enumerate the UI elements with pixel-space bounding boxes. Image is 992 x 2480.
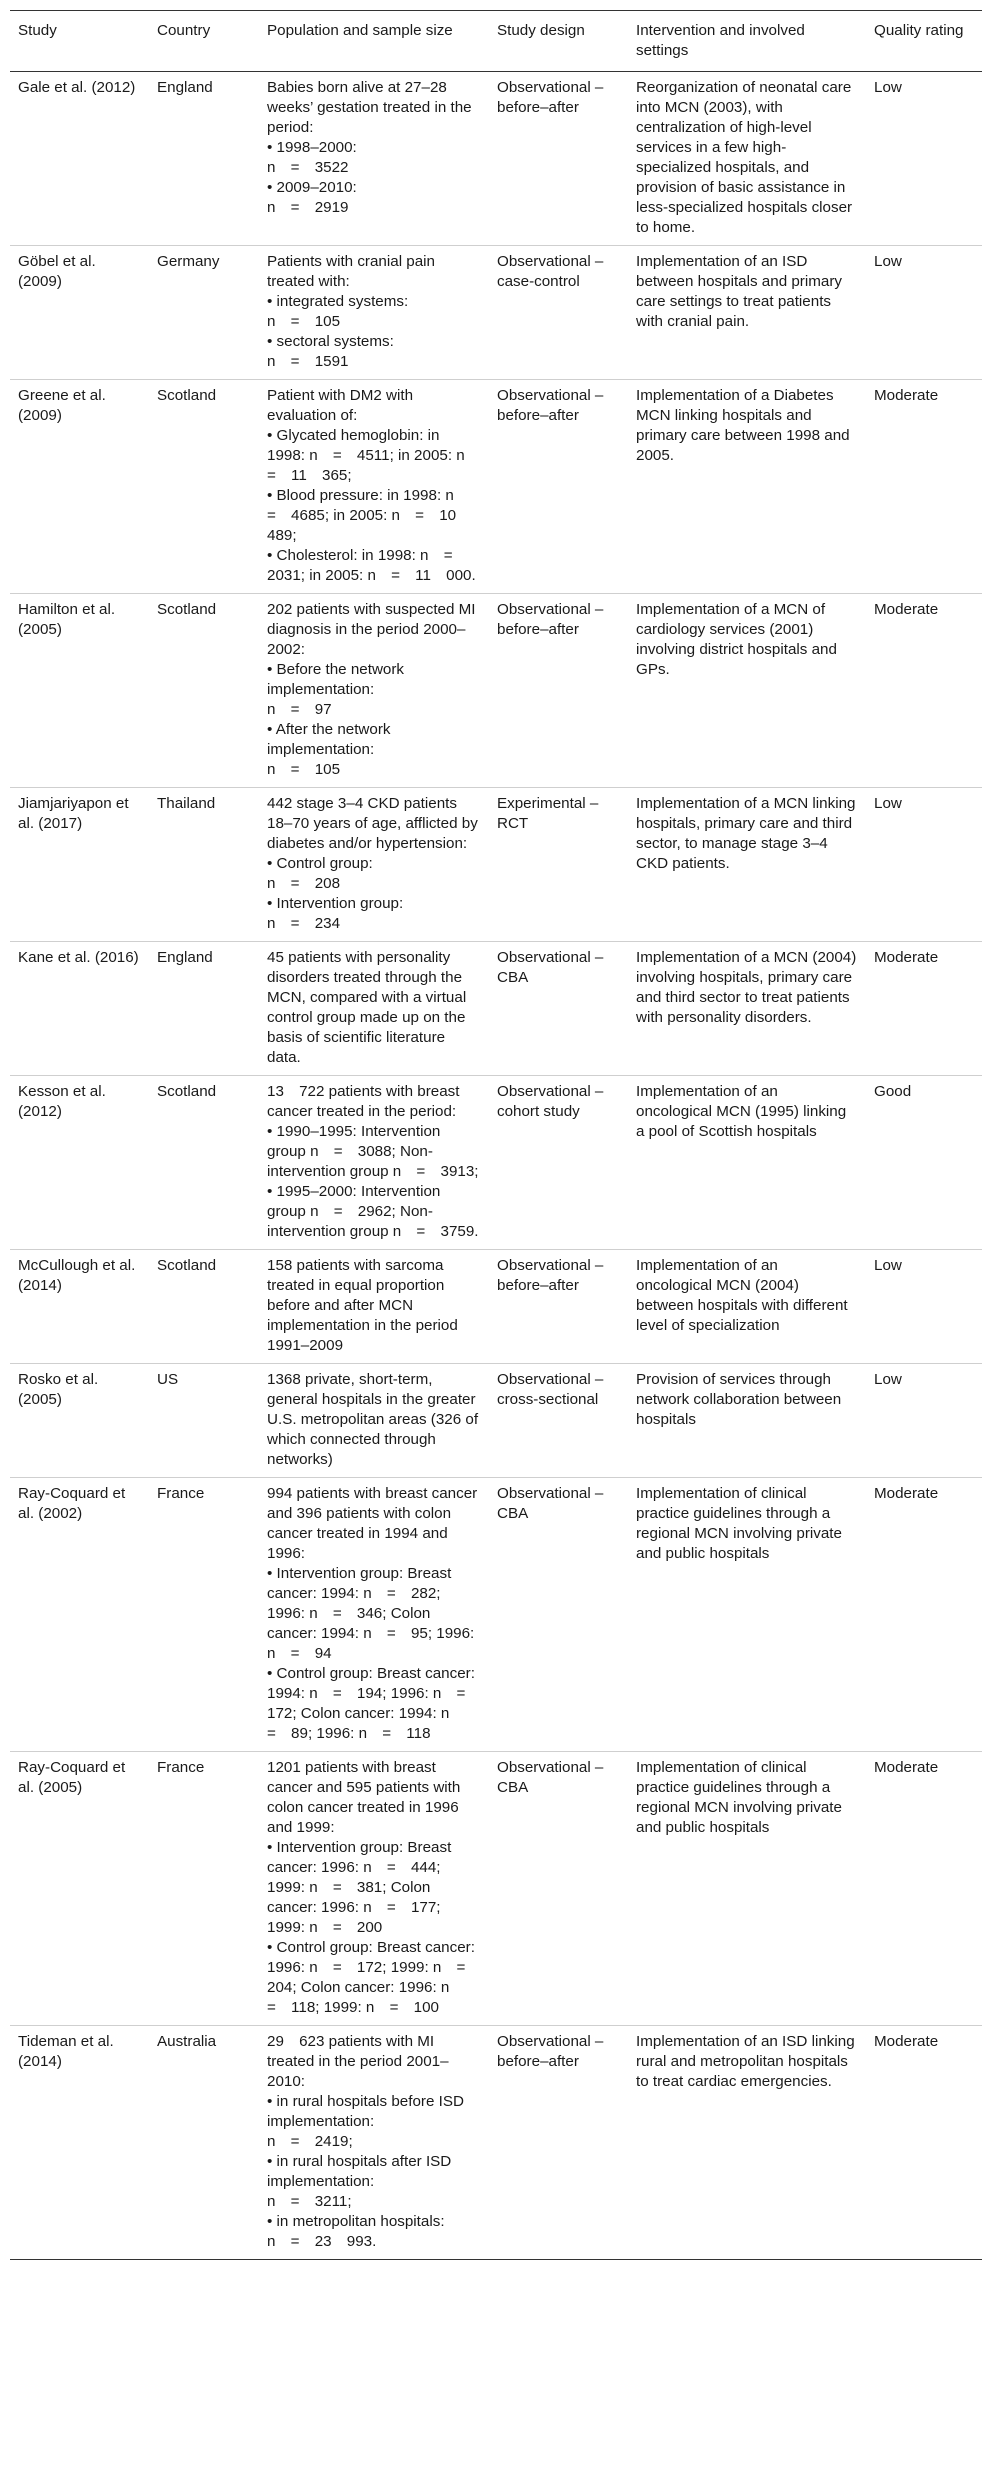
cell-population: [259, 594, 489, 788]
population-line: Babies born alive at 27–28 weeks’ gestation treated in the period:: [267, 79, 472, 136]
cell-design: Observational – case-control: [489, 246, 628, 380]
population-line: 994 patients with breast cancer and 396 patients with colon cancer treated in 1994 and 1996:: [267, 1485, 478, 1562]
cell-population: [259, 72, 489, 246]
header-design: Study design: [489, 11, 628, 72]
population-line: • 1995–2000: Intervention group n = 2962; Non-intervention group n = 3759.: [267, 1183, 479, 1240]
population-line: • sectoral systems:: [267, 333, 394, 350]
cell-study: Tideman et al. (2014): [10, 2026, 149, 2260]
cell-country: Germany: [149, 246, 259, 380]
cell-country: France: [149, 1752, 259, 2026]
cell-design: Observational – before–after: [489, 1250, 628, 1364]
cell-study: Kesson et al. (2012): [10, 1076, 149, 1250]
population-line: 13 722 patients with breast cancer treated in the period:: [267, 1083, 460, 1120]
cell-country: Scotland: [149, 380, 259, 594]
population-line: • in metropolitan hospitals:: [267, 2213, 445, 2230]
population-line: n = 2419;: [267, 2133, 353, 2150]
table-row: [10, 788, 982, 942]
cell-study: Gale et al. (2012): [10, 72, 149, 246]
population-line: • integrated systems:: [267, 293, 409, 310]
header-country: Country: [149, 11, 259, 72]
cell-quality: Good: [866, 1076, 982, 1250]
table-row: [10, 1250, 982, 1364]
population-line: • in rural hospitals before ISD implementation:: [267, 2093, 464, 2130]
population-line: 442 stage 3–4 CKD patients 18–70 years of age, afflicted by diabetes and/or hypertension:: [267, 795, 478, 852]
cell-design: Observational – CBA: [489, 1478, 628, 1752]
cell-quality: Low: [866, 246, 982, 380]
population-line: 45 patients with personality disorders treated through the MCN, compared with a virtual control group made up on the basis of scientific literature data.: [267, 949, 467, 1066]
table-body: [10, 72, 982, 2260]
cell-quality: Low: [866, 72, 982, 246]
cell-study: Hamilton et al. (2005): [10, 594, 149, 788]
cell-design: Observational – cross-sectional: [489, 1364, 628, 1478]
population-line: • Control group: Breast cancer: 1996: n = 172; 1999: n = 204; Colon cancer: 1996: n = 118; 1999: n = 100: [267, 1939, 481, 2016]
table-row: [10, 246, 982, 380]
cell-quality: Moderate: [866, 2026, 982, 2260]
population-line: • Intervention group: Breast cancer: 1996: n = 444; 1999: n = 381; Colon cancer: 1996: n = 177; 1999: n = 200: [267, 1839, 452, 1936]
population-line: • Control group: Breast cancer: 1994: n = 194; 1996: n = 172; Colon cancer: 1994: n = 89; 1996: n = 118: [267, 1665, 481, 1742]
cell-intervention: Implementation of a MCN (2004) involving hospitals, primary care and third sector to treat patients with personality disorders.: [628, 942, 866, 1076]
population-line: • Control group:: [267, 855, 373, 872]
cell-country: Thailand: [149, 788, 259, 942]
cell-design: Observational – before–after: [489, 72, 628, 246]
cell-design: Observational – CBA: [489, 1752, 628, 2026]
studies-table: [10, 10, 982, 2260]
population-line: • Cholesterol: in 1998: n = 2031; in 2005: n = 11 000.: [267, 547, 476, 584]
cell-study: McCullough et al. (2014): [10, 1250, 149, 1364]
cell-intervention: Implementation of an oncological MCN (1995) linking a pool of Scottish hospitals: [628, 1076, 866, 1250]
header-row: [10, 11, 982, 72]
cell-quality: Moderate: [866, 1478, 982, 1752]
table-row: [10, 72, 982, 246]
cell-study: Kane et al. (2016): [10, 942, 149, 1076]
header-population: Population and sample size: [259, 11, 489, 72]
population-line: n = 23 993.: [267, 2233, 377, 2250]
cell-intervention: Implementation of clinical practice guidelines through a regional MCN involving private and public hospitals: [628, 1478, 866, 1752]
cell-population: [259, 1364, 489, 1478]
cell-quality: Moderate: [866, 1752, 982, 2026]
population-line: n = 234: [267, 915, 341, 932]
cell-population: [259, 1478, 489, 1752]
cell-design: Observational – before–after: [489, 2026, 628, 2260]
table-row: [10, 1478, 982, 1752]
cell-quality: Moderate: [866, 380, 982, 594]
cell-population: [259, 2026, 489, 2260]
cell-country: Scotland: [149, 1076, 259, 1250]
cell-design: Observational – cohort study: [489, 1076, 628, 1250]
cell-design: Observational – CBA: [489, 942, 628, 1076]
cell-study: Göbel et al. (2009): [10, 246, 149, 380]
table-row: [10, 1076, 982, 1250]
population-line: n = 208: [267, 875, 341, 892]
cell-country: England: [149, 942, 259, 1076]
header-quality: Quality rating: [866, 11, 982, 72]
cell-population: [259, 1076, 489, 1250]
header-intervention: Intervention and involved settings: [628, 11, 866, 72]
cell-design: Observational – before–after: [489, 594, 628, 788]
cell-population: [259, 788, 489, 942]
cell-country: France: [149, 1478, 259, 1752]
population-line: • 1998–2000:: [267, 139, 357, 156]
population-line: 1368 private, short-term, general hospitals in the greater U.S. metropolitan areas (326 of which connected through networks): [267, 1371, 479, 1468]
table-header: [10, 11, 982, 72]
population-line: • Intervention group: Breast cancer: 1994: n = 282; 1996: n = 346; Colon cancer: 1994: n = 95; 1996: n = 94: [267, 1565, 475, 1662]
table-row: [10, 1752, 982, 2026]
population-line: • 1990–1995: Intervention group n = 3088; Non-intervention group n = 3913;: [267, 1123, 479, 1180]
cell-country: Scotland: [149, 594, 259, 788]
table-row: [10, 594, 982, 788]
header-study: Study: [10, 11, 149, 72]
cell-intervention: Implementation of a MCN of cardiology services (2001) involving district hospitals and GPs.: [628, 594, 866, 788]
cell-study: Ray-Coquard et al. (2005): [10, 1752, 149, 2026]
cell-population: [259, 246, 489, 380]
cell-country: England: [149, 72, 259, 246]
population-line: n = 105: [267, 313, 341, 330]
population-line: • Glycated hemoglobin: in 1998: n = 4511; in 2005: n = 11 365;: [267, 427, 480, 484]
cell-quality: Moderate: [866, 942, 982, 1076]
population-line: Patient with DM2 with evaluation of:: [267, 387, 414, 424]
cell-intervention: Implementation of an ISD between hospitals and primary care settings to treat patients with cranial pain.: [628, 246, 866, 380]
cell-country: Scotland: [149, 1250, 259, 1364]
table-row: [10, 380, 982, 594]
population-line: • 2009–2010:: [267, 179, 357, 196]
population-line: n = 3522: [267, 159, 349, 176]
population-line: • in rural hospitals after ISD implementation:: [267, 2153, 452, 2190]
table-row: [10, 1364, 982, 1478]
population-line: n = 1591: [267, 353, 349, 370]
population-line: • Blood pressure: in 1998: n = 4685; in 2005: n = 10 489;: [267, 487, 472, 544]
cell-population: [259, 380, 489, 594]
cell-intervention: Reorganization of neonatal care into MCN (2003), with centralization of high-level services in a few high-specialized hospitals, and provision of basic assistance in less-specialized hospitals closer to home.: [628, 72, 866, 246]
cell-intervention: Implementation of clinical practice guidelines through a regional MCN involving private and public hospitals: [628, 1752, 866, 2026]
cell-intervention: Implementation of an ISD linking rural and metropolitan hospitals to treat cardiac emergencies.: [628, 2026, 866, 2260]
cell-intervention: Implementation of an oncological MCN (2004) between hospitals with different level of specialization: [628, 1250, 866, 1364]
population-line: n = 3211;: [267, 2193, 352, 2210]
table-row: [10, 2026, 982, 2260]
population-line: n = 2919: [267, 199, 349, 216]
population-line: 202 patients with suspected MI diagnosis in the period 2000–2002:: [267, 601, 476, 658]
cell-population: [259, 942, 489, 1076]
population-line: • After the network implementation:: [267, 721, 391, 758]
cell-quality: Low: [866, 1364, 982, 1478]
cell-design: Observational – before–after: [489, 380, 628, 594]
population-line: 158 patients with sarcoma treated in equal proportion before and after MCN implementation in the period 1991–2009: [267, 1257, 458, 1354]
cell-population: [259, 1752, 489, 2026]
cell-study: Ray-Coquard et al. (2002): [10, 1478, 149, 1752]
cell-quality: Low: [866, 1250, 982, 1364]
cell-intervention: Provision of services through network collaboration between hospitals: [628, 1364, 866, 1478]
population-line: Patients with cranial pain treated with:: [267, 253, 435, 290]
cell-study: Jiamjariyapon et al. (2017): [10, 788, 149, 942]
cell-country: Australia: [149, 2026, 259, 2260]
population-line: 1201 patients with breast cancer and 595 patients with colon cancer treated in 1996 and 1999:: [267, 1759, 461, 1836]
population-line: • Intervention group:: [267, 895, 404, 912]
cell-quality: Low: [866, 788, 982, 942]
cell-population: [259, 1250, 489, 1364]
population-line: • Before the network implementation:: [267, 661, 405, 698]
cell-country: US: [149, 1364, 259, 1478]
population-line: n = 97: [267, 701, 332, 718]
table-row: [10, 942, 982, 1076]
population-line: n = 105: [267, 761, 341, 778]
population-line: 29 623 patients with MI treated in the period 2001–2010:: [267, 2033, 449, 2090]
cell-quality: Moderate: [866, 594, 982, 788]
cell-study: Greene et al. (2009): [10, 380, 149, 594]
cell-design: Experimental – RCT: [489, 788, 628, 942]
cell-intervention: Implementation of a Diabetes MCN linking hospitals and primary care between 1998 and 2005.: [628, 380, 866, 594]
cell-study: Rosko et al. (2005): [10, 1364, 149, 1478]
cell-intervention: Implementation of a MCN linking hospitals, primary care and third sector, to manage stage 3–4 CKD patients.: [628, 788, 866, 942]
